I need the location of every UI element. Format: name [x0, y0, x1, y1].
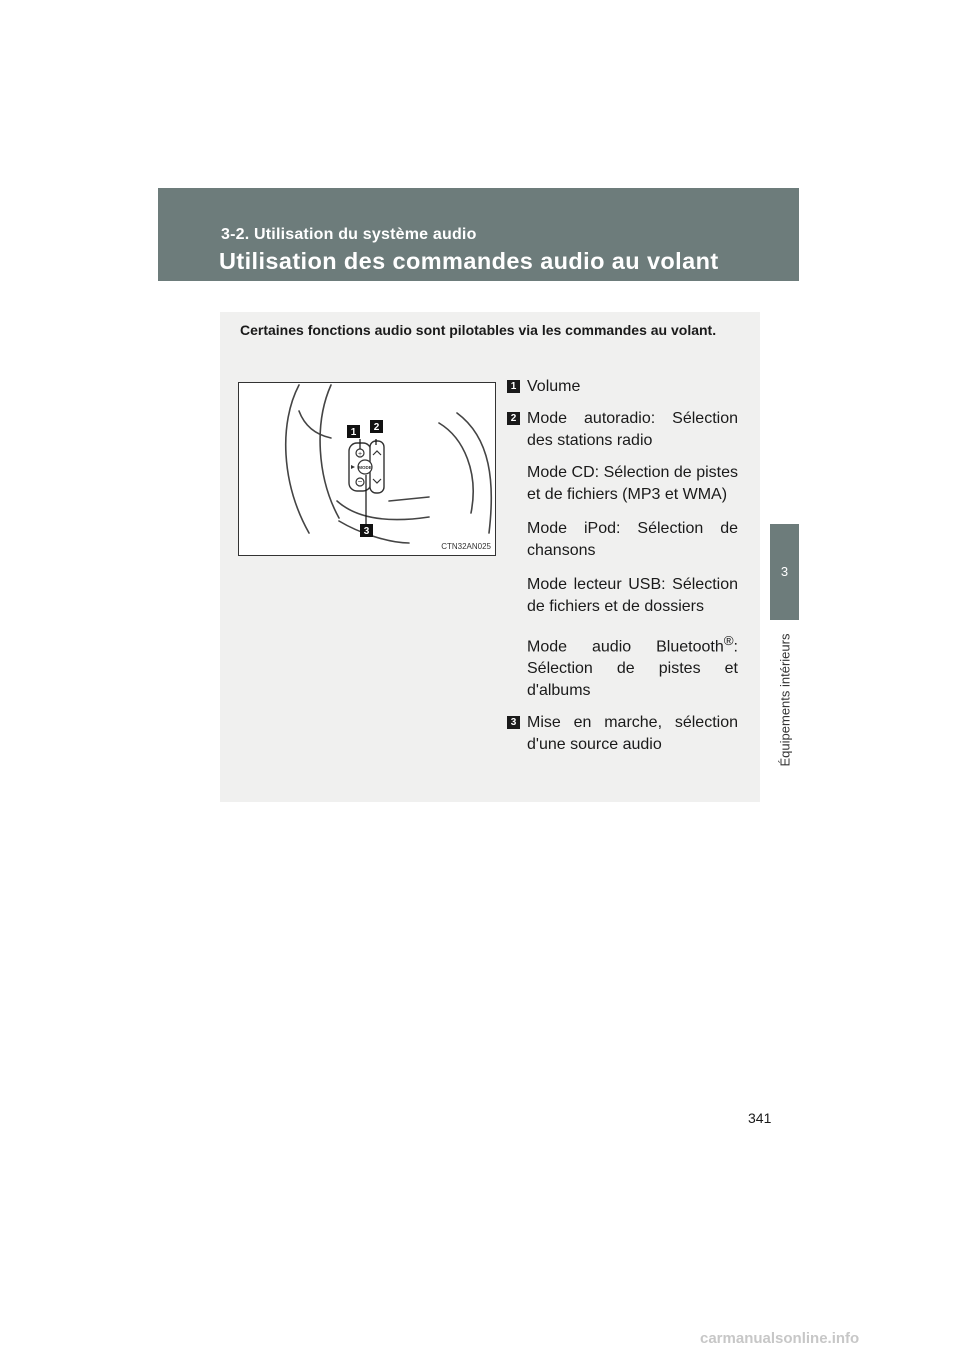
list-item — [507, 712, 738, 756]
steering-wheel-illustration — [239, 383, 495, 555]
trim-line — [389, 497, 429, 501]
section-label: 3-2. Utilisation du système audio — [221, 226, 477, 243]
callout-label: 1 — [350, 427, 357, 438]
item-badge: 2 — [507, 412, 520, 425]
item-badge: 3 — [507, 716, 520, 729]
chapter-number: 3 — [780, 564, 789, 579]
wheel-rim-inner-line — [320, 385, 339, 518]
page-number: 341 — [748, 1110, 772, 1126]
item-text-bluetooth — [527, 630, 738, 658]
bluetooth-prefix: Mode audio Bluetooth — [527, 638, 724, 656]
chapter-side-label — [776, 620, 794, 780]
steering-wheel-figure — [238, 382, 496, 556]
chapter-header — [158, 188, 799, 281]
wheel-spoke-line — [299, 411, 331, 438]
airbag-outer-outline — [457, 413, 491, 533]
registered-mark: ® — [723, 633, 734, 648]
page-title: Utilisation des commandes audio au volant — [219, 248, 719, 274]
item-text: Sélection de pistes et d'albums — [527, 660, 738, 700]
lower-spoke-line — [339, 521, 409, 543]
list-item — [507, 408, 738, 702]
chapter-name: Équipements intérieurs — [777, 633, 793, 767]
figure-code: CTN32AN025 — [441, 542, 491, 551]
callout-label: 3 — [363, 526, 370, 537]
item-text: Volume — [527, 378, 581, 395]
svg-text:−: − — [357, 477, 363, 486]
callout-3 — [360, 524, 373, 537]
watermark: carmanualsonline.info — [700, 1330, 860, 1347]
svg-text:+: + — [357, 451, 363, 458]
bluetooth-colon: : — [733, 638, 738, 656]
item-badge: 1 — [507, 380, 520, 393]
callout-label: 2 — [373, 422, 380, 433]
item-text: Mode autoradio: Sélection des stations radio — [527, 410, 738, 449]
content-panel — [220, 312, 760, 802]
airbag-outline — [439, 423, 473, 513]
item-text: Mise en marche, sélection d'une source audio — [527, 714, 738, 754]
item-text: Mode CD: Sélection de pistes et de fichiers (MP3 et WMA) — [527, 464, 738, 503]
list-item — [507, 376, 738, 398]
control-list — [507, 376, 738, 756]
chapter-tab — [770, 524, 799, 620]
intro-text: Certaines fonctions audio sont pilotables via les commandes au volant. — [240, 322, 717, 338]
mode-label: MODE — [358, 465, 372, 470]
wheel-rim-line — [286, 385, 309, 533]
callout-1 — [347, 425, 360, 438]
item-text: Mode lecteur USB: Sélection de fichiers et de dossiers — [527, 576, 738, 615]
wheel-hub-line — [337, 501, 429, 520]
item-text: Mode iPod: Sélection de chansons — [527, 520, 738, 559]
callout-2 — [370, 420, 383, 433]
